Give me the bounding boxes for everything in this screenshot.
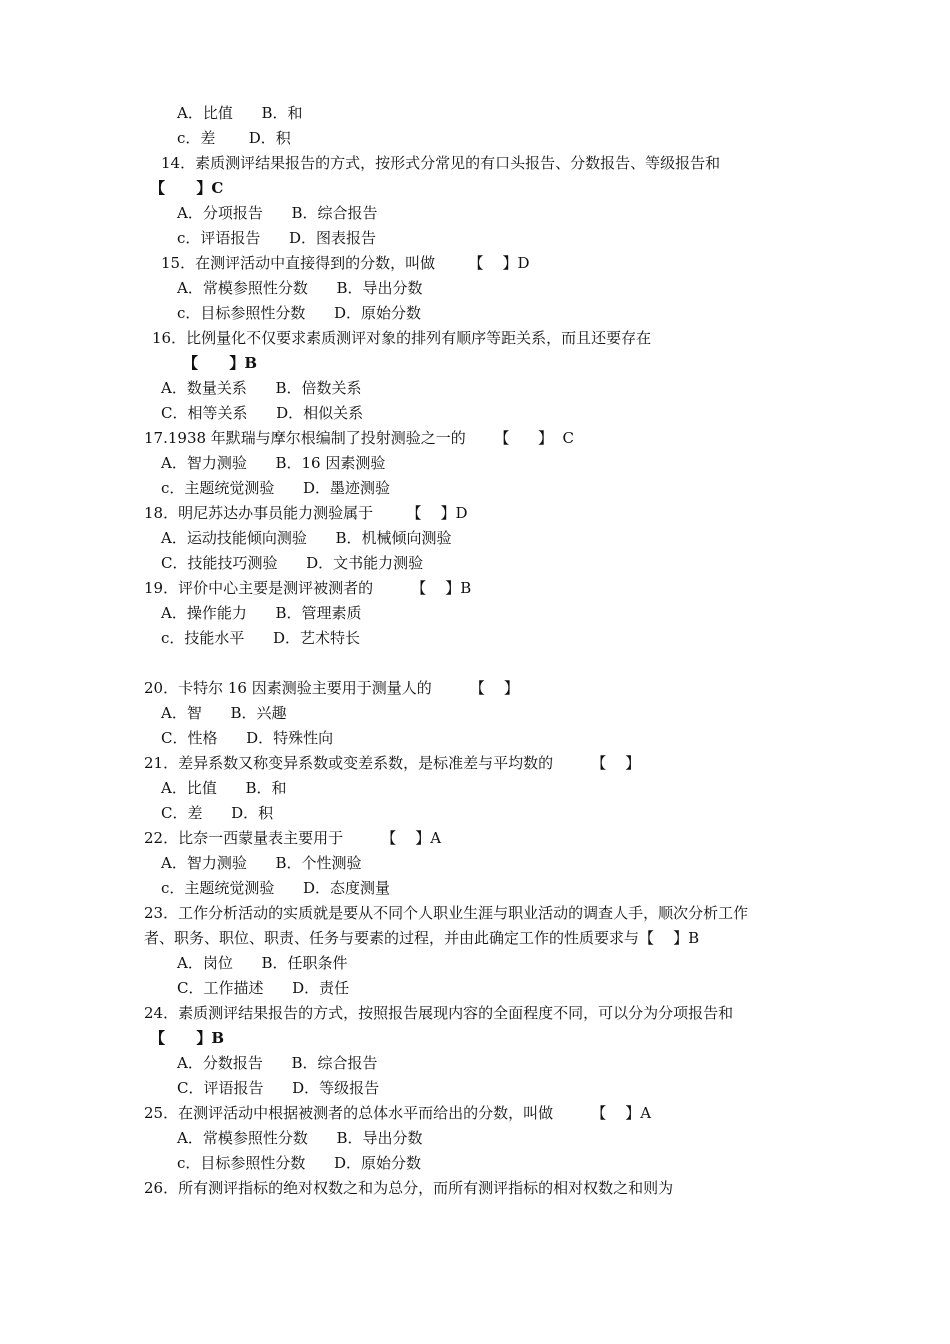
question-19: 19．评价中心主要是测评被测者的 【 】B xyxy=(144,579,472,597)
option-line: c．差 D．积 xyxy=(177,129,291,147)
option-line: A．比值 B．和 xyxy=(177,104,303,122)
question-18: 18．明尼苏达办事员能力测验属于 【 】D xyxy=(144,504,468,522)
question-20: 20．卡特尔 16 因素测验主要用于测量人的 【 】 xyxy=(144,679,519,697)
option-line: A．岗位 B．任职条件 xyxy=(177,954,348,972)
option-line: C．技能技巧测验 D．文书能力测验 xyxy=(161,554,424,572)
question-24: 24．素质测评结果报告的方式，按照报告展现内容的全面程度不同，可以分为分项报告和 xyxy=(144,1004,734,1022)
option-line: A．数量关系 B．倍数关系 xyxy=(161,379,362,397)
question-16: 16．比例量化不仅要求素质测评对象的排列有顺序等距关系，而且还要存在 xyxy=(152,329,652,347)
answer-bracket: 【 】B xyxy=(183,354,258,372)
option-line: C．评语报告 D．等级报告 xyxy=(177,1079,380,1097)
question-23: 23．工作分析活动的实质就是要从不同个人职业生涯与职业活动的调查人手，顺次分析工作 xyxy=(144,904,749,922)
question-22: 22．比奈一西蒙量表主要用于 【 】A xyxy=(144,829,442,847)
question-21: 21．差异系数又称变异系数或变差系数，是标准差与平均数的 【 】 xyxy=(144,754,641,772)
option-line: A．常模参照性分数 B．导出分数 xyxy=(177,279,423,297)
option-line: A．比值 B．和 xyxy=(161,779,287,797)
option-line: C．差 D．积 xyxy=(161,804,274,822)
option-line: c．主题统觉测验 D．墨迹测验 xyxy=(161,479,391,497)
question-26: 26．所有测评指标的绝对权数之和为总分，而所有测评指标的相对权数之和则为 xyxy=(144,1179,674,1197)
option-line: A．分项报告 B．综合报告 xyxy=(177,204,378,222)
question-23-continued: 者、职务、职位、职责、任务与要素的过程，并由此确定工作的性质要求与【 】B xyxy=(144,929,700,947)
option-line: c．主题统觉测验 D．态度测量 xyxy=(161,879,391,897)
option-line: A．智力测验 B．16 因素测验 xyxy=(161,454,386,472)
option-line: c．目标参照性分数 D．原始分数 xyxy=(177,1154,422,1172)
option-line: C．工作描述 D．责任 xyxy=(177,979,350,997)
option-line: A．智 B．兴趣 xyxy=(161,704,287,722)
option-line: c．技能水平 D．艺术特长 xyxy=(161,629,361,647)
option-line: A．操作能力 B．管理素质 xyxy=(161,604,362,622)
question-14: 14．素质测评结果报告的方式，按形式分常见的有口头报告、分数报告、等级报告和 xyxy=(161,154,721,172)
option-line: C．相等关系 D．相似关系 xyxy=(161,404,364,422)
option-line: c．目标参照性分数 D．原始分数 xyxy=(177,304,422,322)
option-line: A．分数报告 B．综合报告 xyxy=(177,1054,378,1072)
option-line: c．评语报告 D．图表报告 xyxy=(177,229,377,247)
option-line: A．常模参照性分数 B．导出分数 xyxy=(177,1129,423,1147)
option-line: A．运动技能倾向测验 B．机械倾向测验 xyxy=(161,529,452,547)
option-line: C．性格 D．特殊性向 xyxy=(161,729,334,747)
answer-bracket: 【 】C xyxy=(150,179,224,197)
question-25: 25．在测评活动中根据被测者的总体水平而给出的分数，叫做 【 】A xyxy=(144,1104,652,1122)
question-15: 15．在测评活动中直接得到的分数，叫做 【 】D xyxy=(161,254,530,272)
option-line: A．智力测验 B．个性测验 xyxy=(161,854,362,872)
answer-bracket: 【 】B xyxy=(150,1029,225,1047)
question-17: 17.1938 年默瑞与摩尔根编制了投射测验之一的 【 】 C xyxy=(144,429,575,447)
